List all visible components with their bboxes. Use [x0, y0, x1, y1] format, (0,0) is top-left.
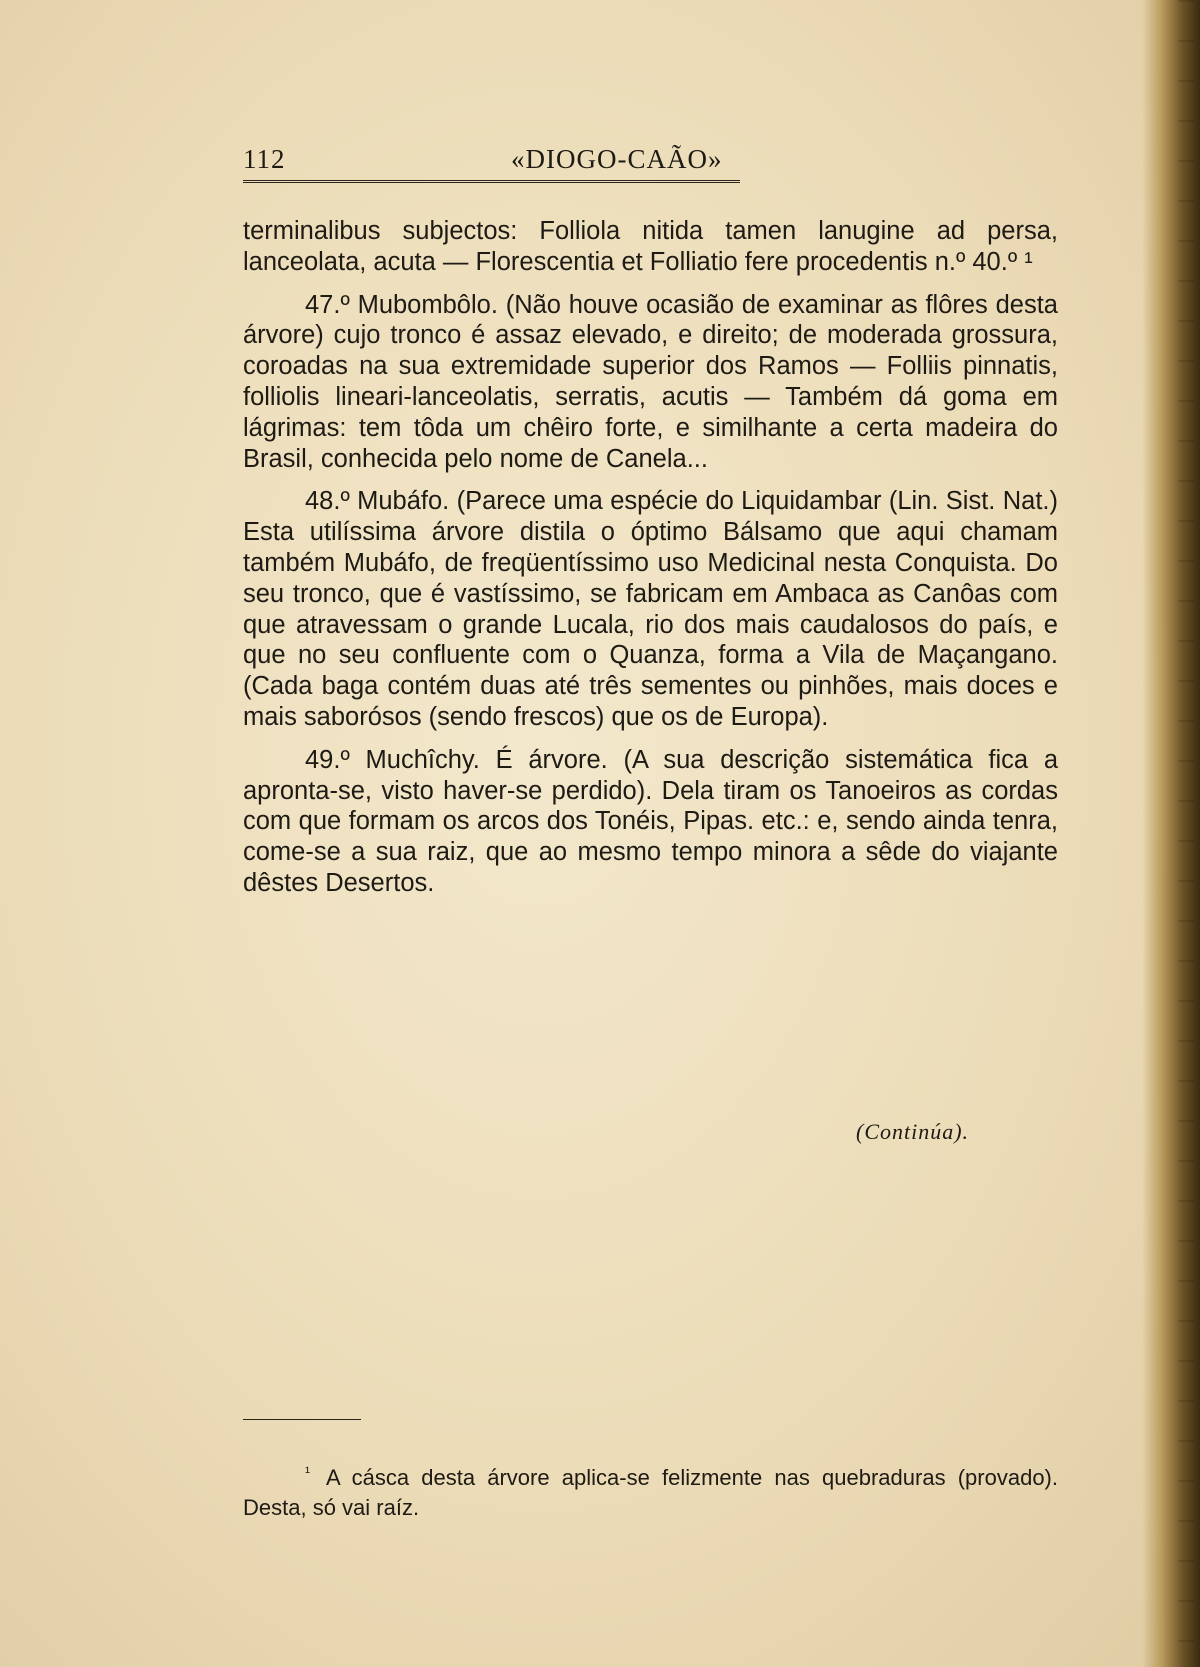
header-rule [243, 180, 740, 183]
page-number: 112 [243, 144, 286, 174]
footnote-mark: ¹ [305, 1464, 310, 1481]
footnote-text: A cásca desta árvore aplica-se felizmente nas quebraduras (provado). Desta, só vai raíz. [243, 1465, 1058, 1520]
paragraph-entry-47: 47.º Mubombôlo. (Não houve ocasião de examinar as flôres desta árvore) cujo tronco é assaz elevado, e direito; de moderada grossura, coroadas na sua extremidade superior dos Ramos — Folliis pinnatis, folliolis lineari-lanceolatis, serratis, acutis — Também dá goma em lágrimas: tem tôda um chêiro forte, e similhante a certa madeira do Brasil, conhecida pelo nome de Canela... [243, 290, 1058, 473]
page-header [243, 140, 740, 180]
running-title: «DIOGO-CAÃO» [511, 144, 723, 174]
footnote [243, 1458, 1058, 1523]
paragraph-entry-49: 49.º Muchîchy. É árvore. (A sua descrição sistemática fica a apronta-se, visto haver-se perdido). Dela tiram os Tanoeiros as cordas com que formam os arcos dos Tonéis, Pipas. etc.: e, sendo ainda tenra, come-se a sua raiz, que ao mesmo tempo minora a sêde do viajante dêstes Desertos. [243, 745, 1058, 897]
spine-edge-marks [1178, 0, 1194, 1667]
continued-note: (Continúa). [856, 1119, 970, 1144]
paragraph-entry-48: 48.º Mubáfo. (Parece uma espécie do Liquidambar (Lin. Sist. Nat.) Esta utilíssima árvore distila o óptimo Bálsamo que aqui chamam também Mubáfo, de freqüentíssimo uso Medicinal nesta Conquista. Do seu tronco, que é vastíssimo, se fabricam em Ambaca as Canôas com que atravessam o grande Lucala, rio dos mais caudalosos do país, e que no seu confluente com o Quanza, forma a Vila de Maçangano. (Cada baga contém duas até três sementes ou pinhões, mais doces e mais saborósos (sendo frescos) que os de Europa). [243, 487, 1058, 731]
body-text [243, 216, 1058, 911]
footnote-rule [243, 1419, 361, 1420]
paragraph-continuation: terminalibus subjectos: Folliola nitida tamen lanugine ad persa, lanceolata, acuta — Florescentia et Folliatio fere procedentis n.º 40.º ¹ [243, 217, 1058, 276]
